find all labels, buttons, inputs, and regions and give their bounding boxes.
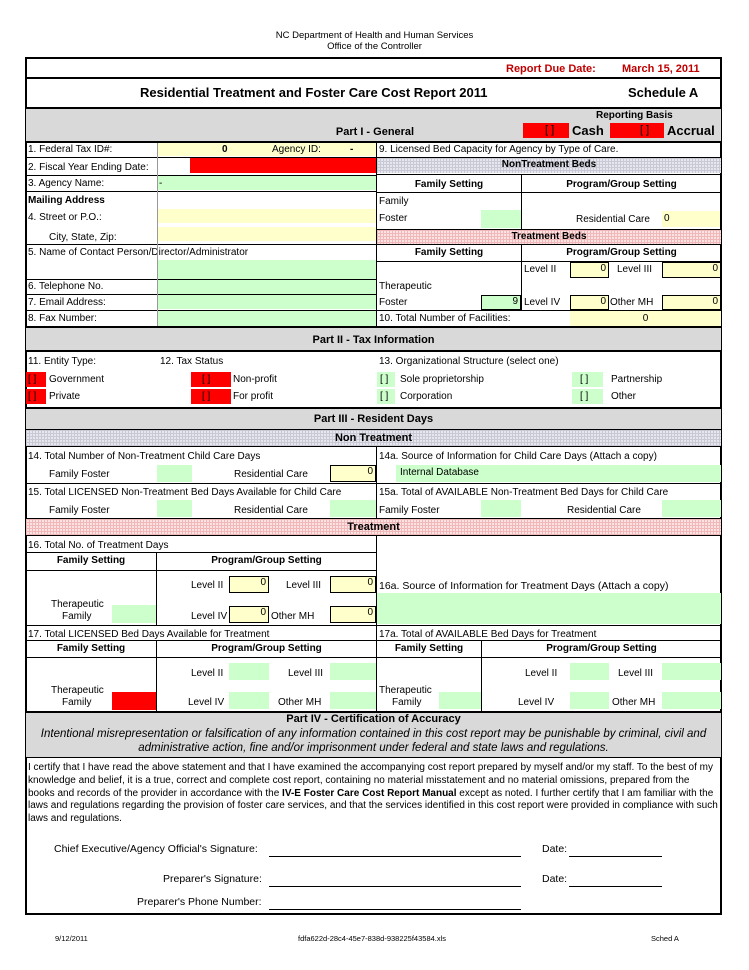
misrepresentation-warning: Intentional misrepresentation or falsification of any information contained in this cost report may be punishable by criminal, civil and administrative action, fine and/or imprisonment under federal and state laws and regulations.	[40, 728, 707, 754]
r16-level2-value[interactable]: 0	[229, 576, 269, 593]
r15a-residential-label: Residential Care	[567, 505, 641, 516]
entity-type-label: 11. Entity Type:	[28, 356, 97, 367]
agency-id-label: Agency ID:	[272, 144, 321, 155]
family-label-1: Family	[379, 196, 409, 207]
sole-prop-checkbox[interactable]: [ ]	[380, 374, 389, 385]
r14a-label: 14a. Source of Information for Child Care Days (Attach a copy)	[379, 451, 657, 462]
r16-therapeutic-label: Therapeutic	[51, 599, 104, 610]
government-checkbox[interactable]: [ ]	[28, 374, 37, 385]
partnership-checkbox[interactable]: [ ]	[580, 374, 589, 385]
program-setting-header-1: Program/Group Setting	[566, 179, 677, 190]
program-setting-header-2: Program/Group Setting	[566, 247, 677, 258]
certification-statement: I certify that I have read the above statement and that I have examined the accompanying cost report prepared by myself and/or my staff. To the best of my knowledge and belief, it is a true, correct and complete cost report, containing no material misstatement and no material omissions, prepared from the books and records of the provider in accordance with the IV-E Foster Care Cost Report Manual except as noted. I further certify that I am familiar with the laws and regulations regarding the provision of foster care services, and that the services identified in this cost report were provided in compliance with such laws and regulations.	[28, 762, 718, 825]
r16-level4-label: Level IV	[191, 611, 228, 622]
r16-level3-label: Level III	[286, 580, 322, 591]
other-mh-value-1[interactable]: 0	[662, 295, 721, 310]
corporation-label: Corporation	[400, 391, 453, 402]
facilities-label: 10. Total Number of Facilities:	[379, 313, 511, 324]
sole-prop-label: Sole proprietorship	[400, 374, 484, 385]
part4-title: Part IV - Certification of Accuracy	[286, 713, 461, 725]
r16a-label: 16a. Source of Information for Treatment Days (Attach a copy)	[379, 580, 669, 592]
r17-program-setting: Program/Group Setting	[211, 643, 322, 654]
org-structure-label: 13. Organizational Structure (select one)	[379, 356, 559, 367]
accrual-checkbox[interactable]: [ ]	[640, 124, 650, 136]
federal-tax-id-label: 1. Federal Tax ID#:	[28, 144, 113, 155]
cash-label: Cash	[572, 123, 604, 138]
residential-care-label-1: Residential Care	[576, 214, 650, 225]
r17a-other-mh-label: Other MH	[612, 697, 656, 708]
r17a-program-setting: Program/Group Setting	[546, 643, 657, 654]
level4-label-1: Level IV	[524, 297, 561, 308]
r16-level4-value[interactable]: 0	[229, 606, 269, 623]
private-checkbox[interactable]: [ ]	[28, 391, 37, 402]
tax-status-label: 12. Tax Status	[160, 356, 224, 367]
manual-name: IV-E Foster Care Cost Report Manual	[282, 787, 457, 799]
therapeutic-foster-value[interactable]: 9	[481, 295, 521, 310]
forprofit-label: For profit	[233, 391, 274, 402]
r17-family-label: Family	[62, 697, 92, 708]
r15-residential-label: Residential Care	[234, 505, 308, 516]
level2-value-1[interactable]: 0	[570, 262, 609, 278]
email-label: 7. Email Address:	[28, 297, 106, 308]
family-setting-header-2: Family Setting	[414, 247, 484, 258]
facilities-value[interactable]: 0	[642, 313, 649, 324]
forprofit-checkbox[interactable]: [ ]	[202, 391, 211, 402]
agency-name-label: 3. Agency Name:	[28, 178, 105, 189]
footer-filename: fdfa622d-28c4-45e7-838d-938225f43584.xls	[298, 934, 447, 943]
footer-sheet: Sched A	[651, 934, 679, 943]
ceo-signature-label: Chief Executive/Agency Official's Signature:	[54, 843, 258, 855]
r16-program-setting: Program/Group Setting	[211, 555, 322, 566]
r14a-value[interactable]: Internal Database	[400, 467, 479, 478]
r17-family-setting: Family Setting	[56, 643, 126, 654]
reporting-basis-label: Reporting Basis	[596, 110, 673, 121]
due-date-value: March 15, 2011	[622, 63, 700, 75]
fiscal-year-label: 2. Fiscal Year Ending Date:	[28, 162, 149, 173]
treatment-beds-header: Treatment Beds	[511, 231, 587, 242]
r16-level3-value[interactable]: 0	[330, 576, 376, 593]
part3-title: Part III - Resident Days	[313, 413, 434, 425]
agency-name-value[interactable]: -	[159, 178, 163, 189]
preparer-date-line[interactable]	[569, 886, 662, 887]
partnership-label: Partnership	[611, 374, 663, 385]
treatment-header: Treatment	[347, 521, 400, 533]
r17-label: 17. Total LICENSED Bed Days Available for Treatment	[28, 629, 270, 640]
office-name: Office of the Controller	[327, 41, 422, 52]
r15-label: 15. Total LICENSED Non-Treatment Bed Days Available for Child Care	[28, 487, 342, 498]
contact-person-label: 5. Name of Contact Person/Director/Administrator	[28, 247, 249, 258]
preparer-phone-line[interactable]	[269, 909, 521, 910]
r15a-family-foster-label: Family Foster	[379, 505, 440, 516]
r16-level2-label: Level II	[191, 580, 224, 591]
mailing-address-label: Mailing Address	[28, 195, 105, 206]
nontreatment-beds-header: NonTreatment Beds	[501, 159, 597, 170]
r16-family-label: Family	[62, 611, 92, 622]
r14-label: 14. Total Number of Non-Treatment Child Care Days	[28, 451, 261, 462]
cash-checkbox[interactable]: [ ]	[545, 124, 555, 136]
r17-level2-label: Level II	[191, 668, 224, 679]
telephone-label: 6. Telephone No.	[28, 281, 104, 292]
r16-other-mh-value[interactable]: 0	[330, 606, 376, 623]
r17a-level4-label: Level IV	[518, 697, 555, 708]
preparer-phone-label: Preparer's Phone Number:	[137, 896, 262, 908]
other-label: Other	[611, 391, 637, 402]
corporation-checkbox[interactable]: [ ]	[380, 391, 389, 402]
nonprofit-label: Non-profit	[233, 374, 277, 385]
r14-family-foster-label: Family Foster	[49, 469, 110, 480]
r17a-level2-label: Level II	[525, 668, 558, 679]
r17a-level3-label: Level III	[618, 668, 654, 679]
ceo-date-label: Date:	[542, 843, 568, 855]
level2-label-1: Level II	[524, 264, 557, 275]
r15-family-foster-label: Family Foster	[49, 505, 110, 516]
due-date-label: Report Due Date:	[506, 63, 596, 75]
residential-care-value-1[interactable]: 0	[664, 213, 670, 224]
bed-capacity-label: 9. Licensed Bed Capacity for Agency by Type of Care.	[379, 144, 619, 155]
level3-value-1[interactable]: 0	[662, 262, 721, 278]
r17a-family-setting: Family Setting	[394, 643, 464, 654]
r16-label: 16. Total No. of Treatment Days	[28, 540, 169, 551]
r14-residential-label: Residential Care	[234, 469, 308, 480]
city-label: City, State, Zip:	[49, 232, 117, 243]
level3-label-1: Level III	[617, 264, 653, 275]
ceo-date-line[interactable]	[569, 856, 662, 857]
dept-name: NC Department of Health and Human Services	[275, 30, 474, 41]
private-label: Private	[49, 391, 81, 402]
part2-title: Part II - Tax Information	[312, 334, 435, 346]
preparer-signature-line[interactable]	[269, 886, 521, 887]
family-setting-header-1: Family Setting	[414, 179, 484, 190]
government-label: Government	[49, 374, 105, 385]
report-title: Residential Treatment and Foster Care Cost Report 2011	[140, 85, 488, 100]
nontreatment-header: Non Treatment	[334, 432, 412, 444]
other-mh-label-1: Other MH	[610, 297, 654, 308]
r17-other-mh-label: Other MH	[278, 697, 322, 708]
agency-id-value[interactable]: -	[350, 144, 354, 155]
level4-value-1[interactable]: 0	[570, 295, 609, 310]
preparer-date-label: Date:	[542, 873, 568, 885]
other-checkbox[interactable]: [ ]	[580, 391, 589, 402]
federal-tax-id-value[interactable]: 0	[222, 144, 228, 155]
r14-residential-value[interactable]: 0	[330, 465, 376, 482]
fax-label: 8. Fax Number:	[28, 313, 97, 324]
r16-family-setting: Family Setting	[56, 555, 126, 566]
therapeutic-label-1: Therapeutic	[379, 281, 432, 292]
r17-therapeutic-label: Therapeutic	[51, 685, 104, 696]
r17a-family-label: Family	[392, 697, 422, 708]
part1-title: Part I - General	[335, 126, 415, 138]
street-label: 4. Street or P.O.:	[28, 212, 102, 223]
footer-date: 9/12/2011	[55, 934, 88, 943]
r16-other-mh-label: Other MH	[271, 611, 315, 622]
foster-label-1: Foster	[379, 213, 408, 224]
r17-level4-label: Level IV	[188, 697, 225, 708]
ceo-signature-line[interactable]	[269, 856, 521, 857]
nonprofit-checkbox[interactable]: [ ]	[202, 374, 211, 385]
accrual-label: Accrual	[667, 123, 715, 138]
schedule-label: Schedule A	[628, 85, 699, 100]
foster-label-2: Foster	[379, 297, 408, 308]
r15a-label: 15a. Total of AVAILABLE Non-Treatment Bed Days for Child Care	[379, 487, 669, 498]
r17a-therapeutic-label: Therapeutic	[379, 685, 432, 696]
r17a-label: 17a. Total of AVAILABLE Bed Days for Treatment	[379, 629, 597, 640]
preparer-signature-label: Preparer's Signature:	[163, 873, 262, 885]
r17-level3-label: Level III	[288, 668, 324, 679]
